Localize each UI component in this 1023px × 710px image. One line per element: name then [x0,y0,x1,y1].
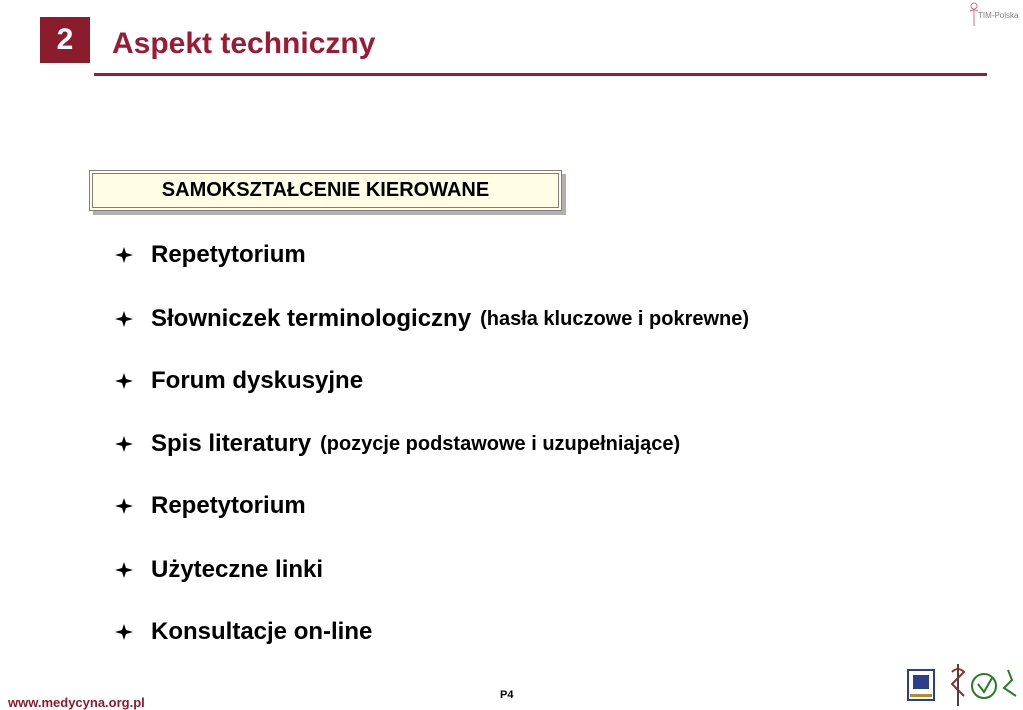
list-item [112,555,323,585]
section-heading-box [89,170,562,211]
item-label: Repetytorium [151,492,306,519]
section-number-badge [40,17,90,63]
list-item [112,240,306,270]
star-bullet-icon [112,560,136,580]
star-bullet-icon [112,245,136,265]
item-note: (hasła kluczowe i pokrewne) [480,307,750,330]
brand-text: TIM-Polska [978,11,1019,20]
list-item [112,491,306,521]
partner-logos [904,662,1020,708]
star-bullet-icon [112,371,136,391]
section-heading: SAMOKSZTAŁCENIE KIEROWANE [161,179,490,201]
item-label: Repetytorium [151,241,306,268]
star-bullet-icon [112,622,136,642]
footer-url-link[interactable]: www.medycyna.org.pl [8,695,145,710]
star-bullet-icon [112,309,136,329]
partner-logos-icon [904,662,1020,708]
star-bullet-icon [112,434,136,454]
item-label: Spis literatury [151,430,312,457]
page-number: P4 [500,689,514,701]
section-number: 2 [56,23,74,56]
item-label: Konsultacje on-line [151,618,373,645]
item-label: Forum dyskusyjne [151,367,364,394]
list-item [112,304,749,334]
slide-title: Aspekt techniczny [112,27,376,60]
list-item [112,429,680,459]
title-underline [94,73,987,76]
tim-polska-logo [966,2,1022,28]
item-label: Słowniczek terminologiczny [151,305,472,332]
item-note: (pozycje podstawowe i uzupełniające) [320,432,681,455]
list-item [112,366,363,396]
list-item [112,617,372,647]
item-label: Użyteczne linki [151,556,324,583]
star-bullet-icon [112,496,136,516]
